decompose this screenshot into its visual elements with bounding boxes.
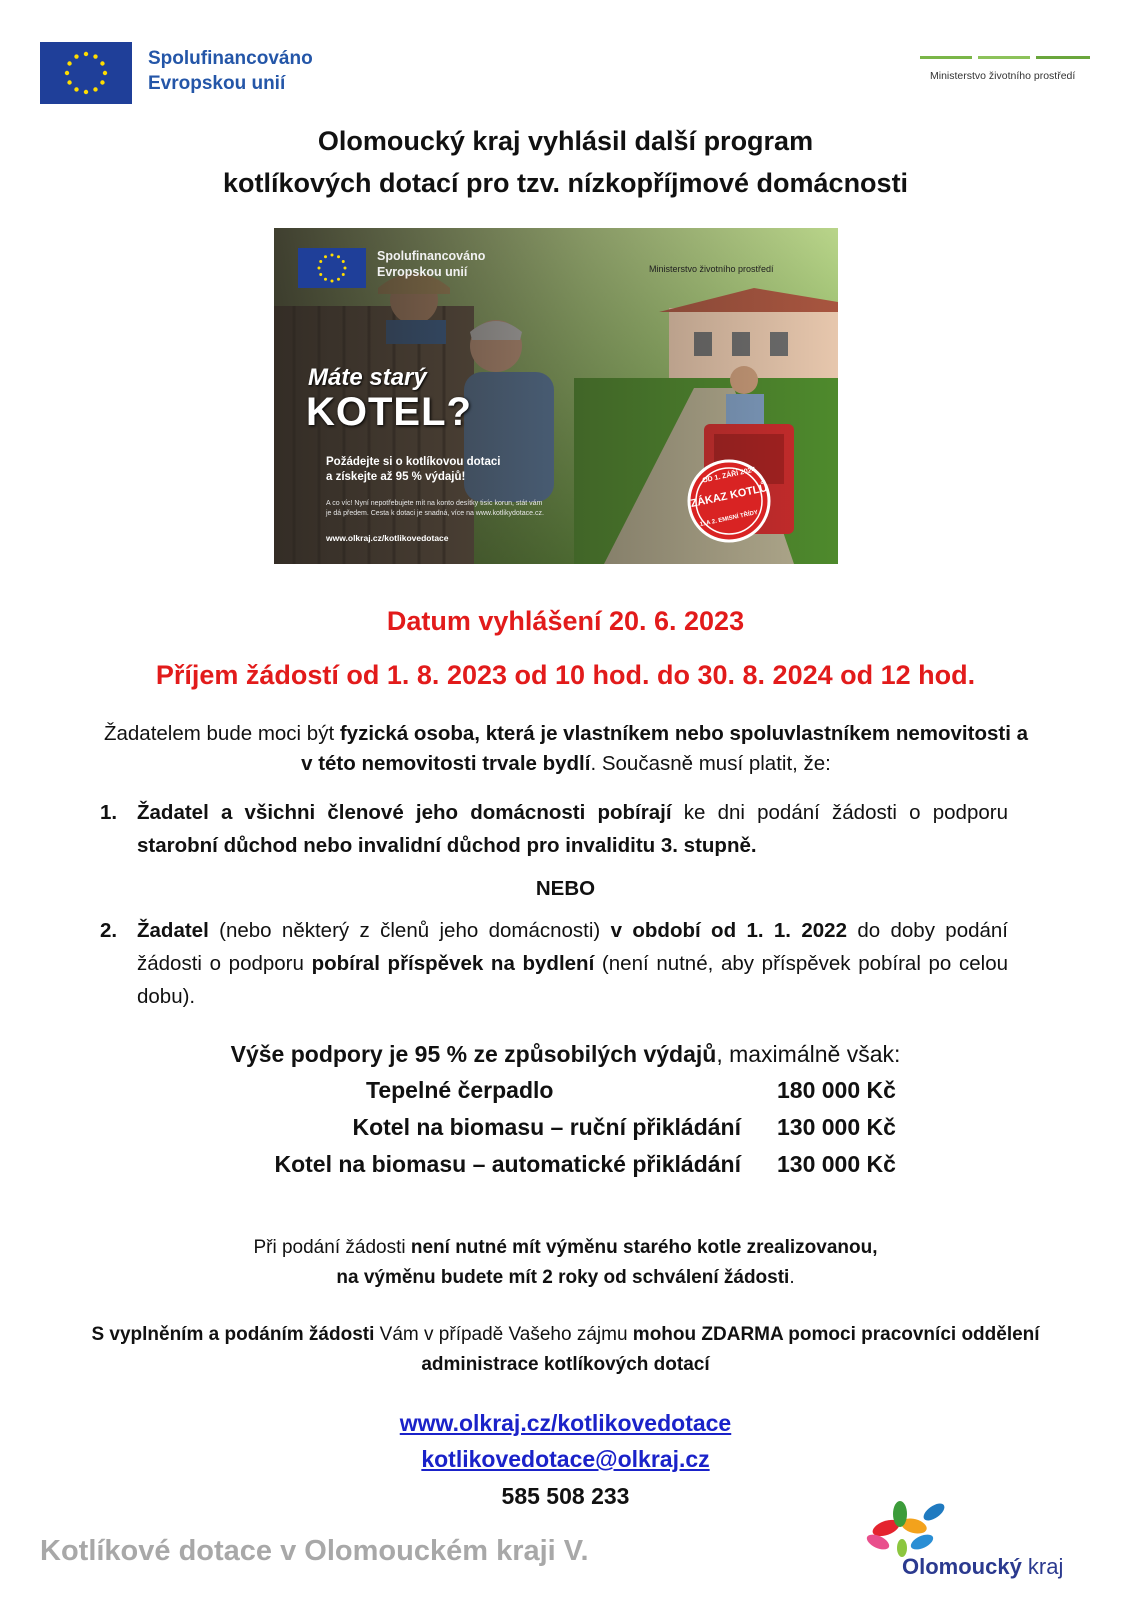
title-line2: kotlíkových dotací pro tzv. nízkopříjmové domácnosti [222, 168, 909, 198]
eu-star-icon [65, 71, 69, 75]
replacement-note [0, 1233, 1131, 1293]
condition-2-bold-2: v období od 1. 1. 2022 [610, 919, 847, 942]
help-text-1: Vám v případě Vašeho zájmu [374, 1324, 633, 1345]
logo-thin: kraj [1021, 1554, 1064, 1579]
eu-star-icon [337, 255, 340, 258]
eu-star-icon [318, 267, 321, 270]
eu-logo-line2: Evropskou unií [148, 73, 286, 94]
poster-small-1: A co víc! Nyní nepotřebujete mít na konto desítky tisíc korun, stát vám [326, 500, 543, 507]
olomoucky-kraj-flower-icon [850, 1498, 1090, 1558]
note-text-1: Při podání žádosti [253, 1237, 411, 1258]
eu-star-icon [331, 254, 334, 257]
stamp-date: OD 1. ZÁŘÍ 2024 [701, 466, 757, 485]
eu-star-icon [100, 80, 104, 84]
ministry-logo-lines-icon [920, 56, 1090, 62]
eu-star-icon [324, 255, 327, 258]
condition-2-text-1: (nebo některý z členů jeho domácnosti) [208, 919, 611, 942]
poster-url: www.olkraj.cz/kotlikovedotace [326, 533, 449, 543]
note-bold-2: na výměnu budete mít 2 roky od schválení žádosti [336, 1267, 790, 1288]
free-assistance-note [40, 1320, 1091, 1380]
poster-small-2: je dá předem. Cesta k dotaci je snadná, více na www.kotlikydotace.cz. [326, 510, 544, 517]
eu-star-icon [337, 278, 340, 281]
poster-ministry-text: Ministerstvo životního prostředí [649, 264, 774, 274]
poster-headline-1: Máte starý [308, 364, 427, 391]
campaign-poster-image [274, 228, 838, 564]
note-text-2: . [789, 1267, 795, 1288]
intro-text-1: Žadatelem bude moci být [103, 722, 340, 745]
support-row-name: Tepelné čerpadlo [366, 1077, 554, 1103]
stamp-main: ZÁKAZ KOTLŮ [689, 481, 769, 511]
stamp-foot: 1. A 2. EMISNÍ TŘÍDY [699, 509, 759, 529]
eu-star-icon [74, 87, 78, 91]
eu-star-icon [344, 267, 347, 270]
condition-2-number: 2. [100, 919, 118, 942]
eu-star-icon [331, 280, 334, 283]
contact-email [0, 1446, 1131, 1473]
olomoucky-kraj-logo-text [902, 1554, 1063, 1580]
eu-star-icon [319, 260, 322, 263]
intro-text-2: . Současně musí platit, že: [590, 752, 831, 775]
support-row-amount: 180 000 Kč [777, 1077, 896, 1103]
or-separator: NEBO [535, 877, 596, 900]
eligibility-intro [96, 719, 1036, 779]
contact-phone: 585 508 233 [501, 1483, 630, 1509]
eu-star-icon [93, 54, 97, 58]
poster-eu-line2: Evropskou unií [377, 265, 468, 279]
eu-cofinancing-logo [40, 42, 340, 104]
contact-web [0, 1410, 1131, 1437]
olomoucky-kraj-logo [850, 1498, 1090, 1588]
eu-logo-text [148, 46, 313, 96]
support-row-amount: 130 000 Kč [777, 1151, 896, 1177]
poster-headline-2: KOTEL? [306, 390, 472, 434]
condition-1-text-1: ke dni podání žádosti o podporu [671, 801, 1008, 824]
help-bold-1: S vyplněním a podáním žádosti [91, 1324, 375, 1345]
condition-2-bold-3: pobíral příspěvek na bydlení [311, 952, 595, 975]
eu-star-icon [100, 61, 104, 65]
footer-program-name: Kotlíkové dotace v Olomouckém kraji V. [40, 1535, 589, 1567]
eu-flag-icon [40, 42, 132, 104]
eu-star-icon [67, 80, 71, 84]
eu-star-icon [67, 61, 71, 65]
eu-logo-line1: Spolufinancováno [148, 48, 313, 69]
boiler-ban-stamp [686, 458, 772, 544]
ministry-logo [920, 56, 1090, 86]
poster-sub-2: a získejte až 95 % výdajů! [326, 471, 466, 483]
poster-eu-line1: Spolufinancováno [377, 249, 486, 263]
application-intake-period: Příjem žádostí od 1. 8. 2023 od 10 hod. do 30. 8. 2024 od 12 hod. [155, 660, 976, 690]
title-line1: Olomoucký kraj vyhlásil další program [317, 126, 814, 156]
note-bold-1: není nutné mít výměnu starého kotle zrealizovanou, [410, 1237, 878, 1258]
ministry-logo-text: Ministerstvo životního prostředí [930, 70, 1076, 82]
condition-1-number: 1. [100, 801, 118, 824]
condition-1-bold-1: Žadatel a všichni členové jeho domácnosti pobírají [137, 801, 672, 824]
support-row-amount: 130 000 Kč [777, 1114, 896, 1140]
support-amount-heading [0, 1041, 1131, 1068]
support-row-name: Kotel na biomasu – automatické přikládání [274, 1151, 741, 1177]
announcement-date: Datum vyhlášení 20. 6. 2023 [386, 606, 745, 636]
condition-2-text-3: (není nutné, aby příspěvek pobíral po celou dobu). [137, 952, 1008, 1008]
eu-star-icon [324, 278, 327, 281]
support-text: , maximálně však: [716, 1041, 901, 1067]
support-bold: Výše podpory je 95 % ze způsobilých výdajů [230, 1041, 717, 1067]
poster-eu-text [377, 248, 485, 280]
help-bold-2: mohou ZDARMA pomoci pracovníci oddělení administrace kotlíkových dotací [421, 1324, 1040, 1375]
page-title [0, 120, 1131, 204]
support-row-name: Kotel na biomasu – ruční přikládání [352, 1114, 741, 1140]
intro-bold-1: fyzická osoba, která je vlastníkem nebo spoluvlastníkem nemovitosti a v této nemovitosti trvale bydlí [301, 722, 1028, 775]
eligibility-condition-1 [100, 796, 1008, 862]
eu-star-icon [74, 54, 78, 58]
condition-1-bold-2: starobní důchod nebo invalidní důchod pro invaliditu 3. stupně. [137, 834, 757, 857]
eu-star-icon [84, 52, 88, 56]
email-link[interactable]: kotlikovedotace@olkraj.cz [421, 1446, 710, 1472]
eu-star-icon [84, 90, 88, 94]
eu-star-icon [319, 273, 322, 276]
poster-sub-1: Požádejte si o kotlíkovou dotaci [326, 456, 501, 468]
eu-star-icon [342, 260, 345, 263]
eu-star-icon [342, 273, 345, 276]
logo-bold: Olomoucký [902, 1554, 1022, 1579]
condition-2-text-2: do doby podání žádosti o podporu [137, 919, 1008, 975]
website-link[interactable]: www.olkraj.cz/kotlikovedotace [399, 1410, 732, 1436]
eligibility-condition-2 [100, 914, 1008, 1013]
condition-2-bold-1: Žadatel [137, 919, 209, 942]
eu-star-icon [103, 71, 107, 75]
eu-star-icon [93, 87, 97, 91]
